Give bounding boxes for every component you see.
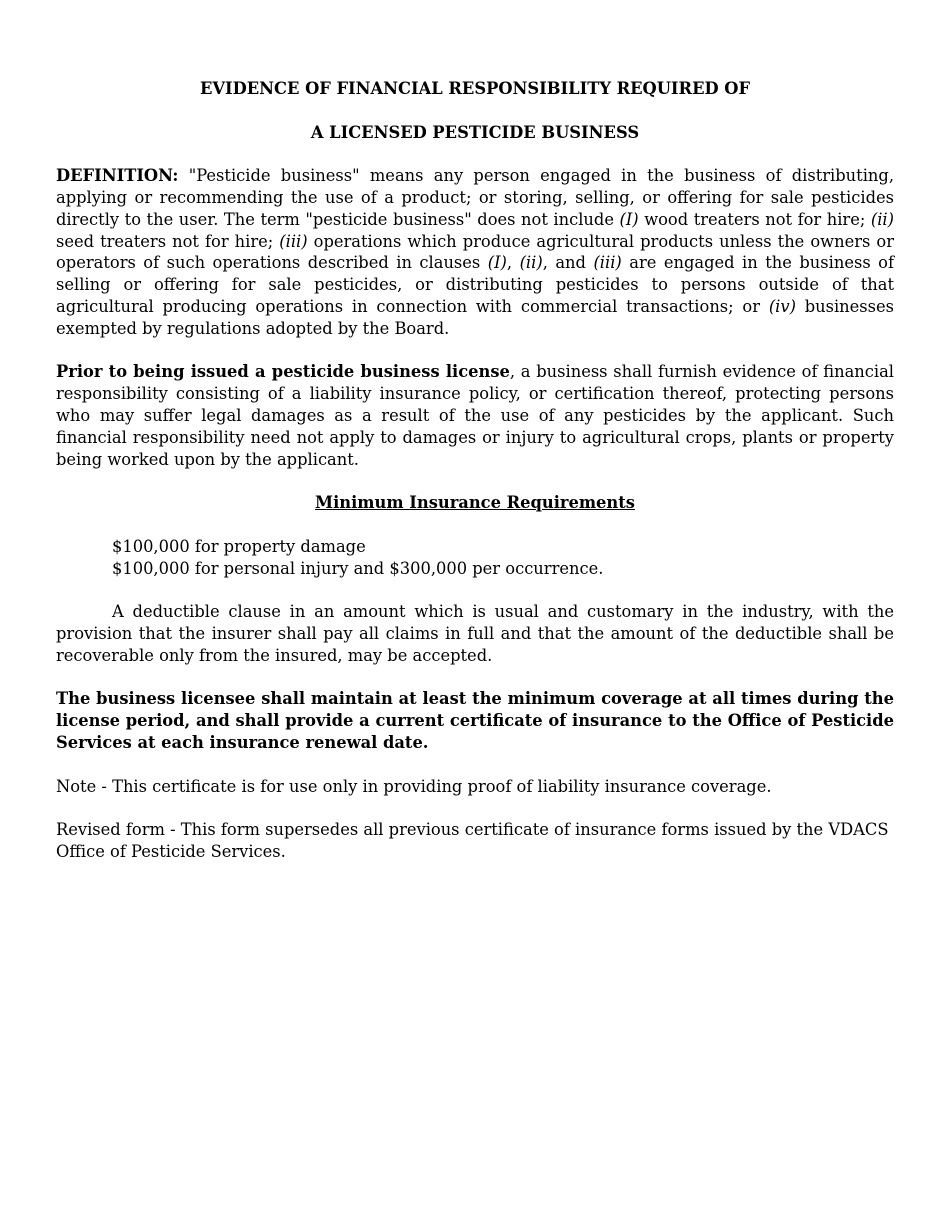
clause-marker: (I)	[619, 209, 639, 229]
requirement-item: $100,000 for personal injury and $300,000 per occurrence.	[112, 558, 604, 578]
requirement-item: $100,000 for property damage	[112, 536, 366, 556]
clause-marker: (iii)	[593, 253, 622, 273]
definition-text: "Pesticide business" means any person engaged in the business of distributing, applying or recommending the use of a product; or storing, selling, or offering for sale pesticides directly to the user. The term "pesticide business" does not include	[56, 166, 894, 229]
document-page	[56, 78, 894, 884]
definition-text: businesses exempted by regulations adopted by the Board.	[56, 296, 895, 338]
prior-to-license-paragraph	[56, 361, 894, 470]
definition-text: wood treaters not for hire;	[638, 209, 871, 229]
prior-body-text: , a business shall furnish evidence of financial responsibility consisting of a liability insurance policy, or certification thereof, protecting persons who may suffer legal damages as a result of the use of any pesticides by the applicant. Such financial responsibility need not apply to damages or injury to agricultural crops, plants or property being worked upon by the applicant.	[56, 362, 894, 469]
definition-text: are engaged in the business of selling or offering for sale pesticides, or distributing pesticides to persons outside of that agricultural producing operations in connection with commercial transactions; or	[56, 253, 894, 316]
requirements-list	[112, 536, 894, 580]
revised-form-paragraph: Revised form - This form supersedes all previous certificate of insurance forms issued by the VDACS Office of Pesticide Services.	[56, 820, 889, 861]
prior-lead-text: Prior to being issued a pesticide business license	[56, 362, 510, 382]
clause-marker: (ii)	[519, 253, 543, 273]
document-title-line-1: EVIDENCE OF FINANCIAL RESPONSIBILITY REQUIRED OF	[199, 79, 751, 98]
clause-marker: (ii)	[870, 209, 894, 229]
minimum-requirements-heading: Minimum Insurance Requirements	[315, 493, 635, 513]
deductible-paragraph: A deductible clause in an amount which is usual and customary in the industry, with the provision that the insurer shall pay all claims in full and that the amount of the deductible shall be recoverable only from the insured, may be accepted.	[56, 602, 894, 665]
clause-marker: (I)	[487, 253, 507, 273]
definition-label: DEFINITION:	[56, 166, 179, 186]
definition-text: , and	[542, 253, 594, 273]
definition-text: ,	[506, 253, 520, 273]
definition-text: operations which produce agricultural products unless the owners or operators of such operations described in clauses	[56, 231, 894, 273]
document-title-line-2: A LICENSED PESTICIDE BUSINESS	[310, 122, 640, 142]
note-paragraph: Note - This certificate is for use only in providing proof of liability insurance coverage.	[56, 776, 772, 796]
clause-marker: (iv)	[768, 296, 796, 316]
definition-paragraph	[56, 165, 894, 339]
maintain-coverage-paragraph: The business licensee shall maintain at least the minimum coverage at all times during the license period, and shall provide a current certificate of insurance to the Office of Pesticide Services at each insurance renewal date.	[56, 689, 894, 752]
definition-text: seed treaters not for hire;	[56, 231, 280, 251]
clause-marker: (iii)	[279, 231, 308, 251]
